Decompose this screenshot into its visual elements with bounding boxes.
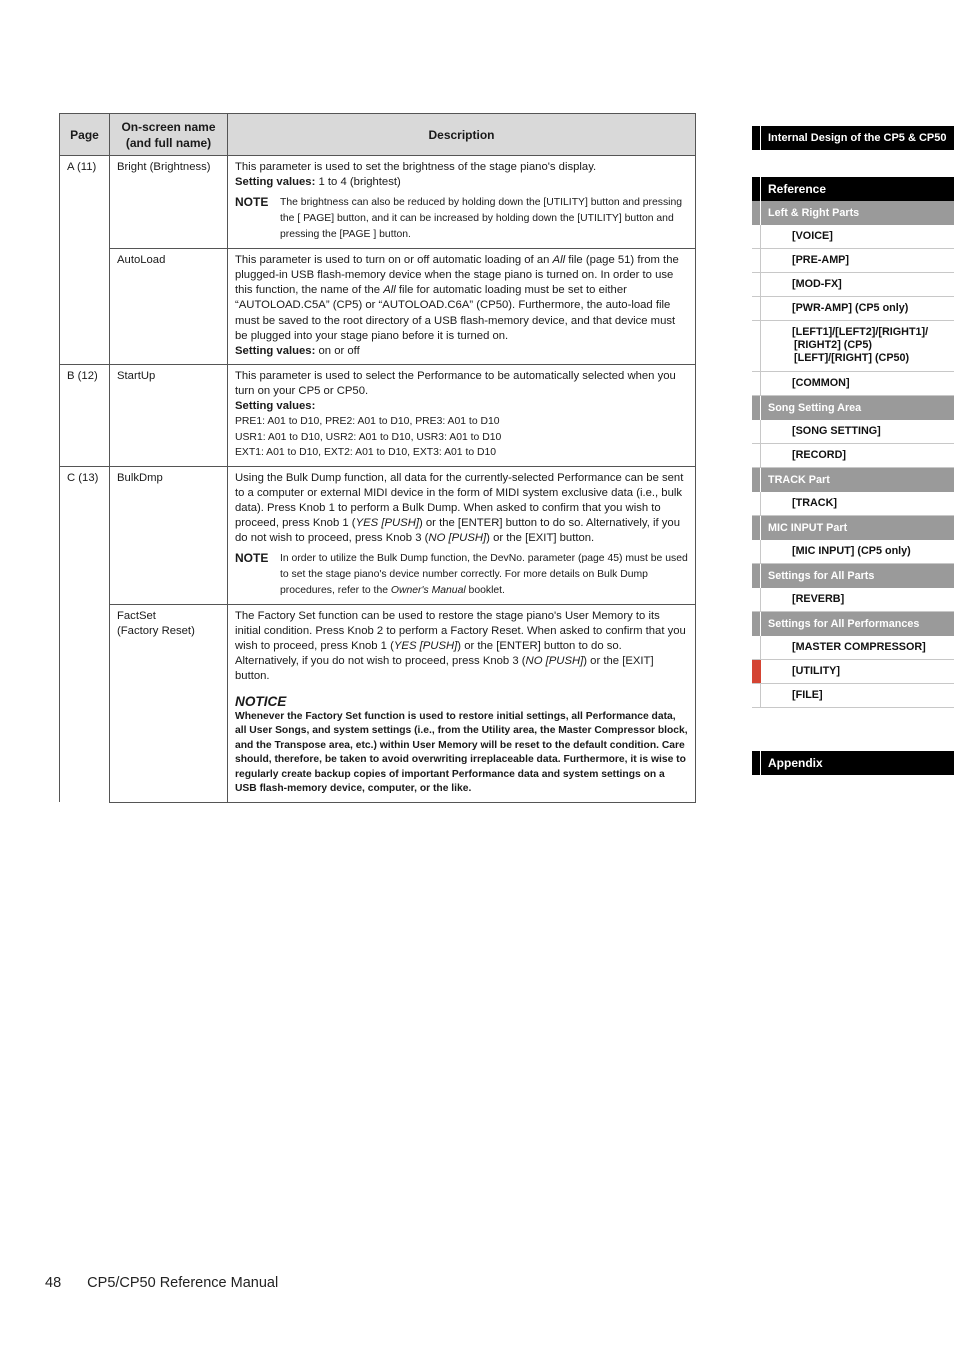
header-name: On-screen name (and full name) (110, 114, 228, 156)
description-text: This parameter is used to turn on or off automatic loading of an All file (page 51) from the plugged-in USB flash-memory device when the stage piano is turned on. In order to use this function, the name of the All file for automatic loading must be set to either “AUTOLOAD.C5A” (CP5) or “AUTOLOAD.C6A” (CP50). Furthermore, the auto-load file must be saved to the root directory of a USB flash-memory device, and that device must be plugged into your stage piano before it is turned on. (235, 254, 679, 342)
nav-item-song-setting[interactable]: [SONG SETTING] (752, 420, 954, 444)
page-cell: C (13) (60, 466, 110, 802)
note-text: In order to utilize the Bulk Dump function, the DevNo. parameter (page 45) must be used to set the stage piano's device number correctly. For more details on Bulk Dump procedures, refer to the Owner's Manual booklet. (280, 553, 688, 597)
description-cell (228, 156, 696, 249)
nav-item-file[interactable]: [FILE] (752, 684, 954, 708)
name-cell: StartUp (110, 364, 228, 466)
nav-mic-input-part[interactable]: MIC INPUT Part (752, 516, 954, 540)
description-cell (228, 605, 696, 803)
nav-item-left-right[interactable]: [LEFT1]/[LEFT2]/[RIGHT1]/ [RIGHT2] (CP5) [LEFT]/[RIGHT] (CP50) (752, 321, 954, 372)
description-cell (228, 466, 696, 604)
page-footer (45, 1275, 278, 1291)
nav-item-reverb[interactable]: [REVERB] (752, 588, 954, 612)
note-text: The brightness can also be reduced by holding down the [UTILITY] button and pressing the [ PAGE] button, and it can be increased by holding down the [UTILITY] button and pressing the [PAGE ] button. (280, 197, 683, 241)
note-label: NOTE (235, 195, 269, 210)
table-row (60, 364, 696, 466)
name-cell: FactSet (Factory Reset) (110, 605, 228, 803)
nav-item-pre-amp[interactable]: [PRE-AMP] (752, 249, 954, 273)
setting-values-line: USR1: A01 to D10, USR2: A01 to D10, USR3: A01 to D10 (235, 431, 502, 443)
note-label: NOTE (235, 551, 269, 566)
nav-song-setting-area[interactable]: Song Setting Area (752, 396, 954, 420)
description-cell (228, 249, 696, 365)
note-block (235, 195, 688, 243)
setting-values-line: EXT1: A01 to D10, EXT2: A01 to D10, EXT3: A01 to D10 (235, 447, 497, 459)
setting-values-line: PRE1: A01 to D10, PRE2: A01 to D10, PRE3: A01 to D10 (235, 416, 500, 428)
description-text: This parameter is used to select the Performance to be automatically selected when you turn on your CP5 or CP50. (235, 369, 676, 397)
name-cell: Bright (Brightness) (110, 156, 228, 249)
nav-item-utility[interactable]: [UTILITY] (752, 660, 954, 684)
nav-item-voice[interactable]: [VOICE] (752, 225, 954, 249)
setting-values-label: Setting values: (235, 344, 316, 357)
page-number: 48 (45, 1275, 62, 1291)
nav-item-record[interactable]: [RECORD] (752, 444, 954, 468)
table-row (60, 249, 696, 365)
nav-internal-design-section (752, 126, 954, 150)
nav-item-mod-fx[interactable]: [MOD-FX] (752, 273, 954, 297)
page-cell: B (12) (60, 364, 110, 466)
notice-title: NOTICE (235, 693, 287, 709)
description-text: Using the Bulk Dump function, all data for the currently-selected Performance can be sent to a computer or external MIDI device in the form of MIDI system exclusive data (i.e., bulk data). Press Knob 1 to perform a Bulk Dump. When asked to confirm that you wish to proceed, press Knob 1 (YES [PUSH]) or the [ENTER] button to do so. Alternatively, if you do not wish to proceed, press Knob 3 (NO [PUSH]) or the [EXIT] button. (235, 471, 684, 544)
table-row (60, 466, 696, 604)
table-row (60, 605, 696, 803)
name-cell: AutoLoad (110, 249, 228, 365)
setting-values-label: Setting values: (235, 400, 316, 413)
nav-item-pwr-amp[interactable]: [PWR-AMP] (CP5 only) (752, 297, 954, 321)
note-block (235, 551, 688, 599)
setting-values-text: on or off (318, 344, 360, 357)
header-description: Description (228, 114, 696, 156)
description-text: The Factory Set function can be used to restore the stage piano's User Memory to its initial condition. Press Knob 2 to perform a Factory Reset. When asked to confirm that you wish to proceed, press Knob 1 (YES [PUSH]) or the [ENTER] button to do so. Alternatively, if you do not wish to proceed, press Knob 3 (NO [PUSH]) or the [EXIT] button. (235, 610, 686, 683)
nav-item-common[interactable]: [COMMON] (752, 372, 954, 396)
table-header-row (60, 114, 696, 156)
nav-settings-all-performances[interactable]: Settings for All Performances (752, 612, 954, 636)
manual-title: CP5/CP50 Reference Manual (87, 1275, 279, 1291)
description-cell (228, 364, 696, 466)
notice-text: Whenever the Factory Set function is used to restore initial settings, all Performance data, all User Songs, and system settings (i.e., from the Utility area, the Master Compressor block, and the Transpose area, etc.) within User Memory will be reset to the default condition. Care should, therefore, be taken to avoid overwriting irreplaceable data. Furthermore, it is wise to regularly create backup copies of important Performance data and system settings on a USB flash-memory device, computer, or the like. (235, 710, 688, 795)
nav-reference-section (752, 177, 954, 708)
table-row (60, 156, 696, 249)
name-cell: BulkDmp (110, 466, 228, 604)
nav-item-mic-input[interactable]: [MIC INPUT] (CP5 only) (752, 540, 954, 564)
page-cell: A (11) (60, 156, 110, 365)
nav-reference[interactable]: Reference (752, 177, 954, 201)
description-text: This parameter is used to set the brightness of the stage piano's display. (235, 161, 597, 173)
nav-appendix[interactable]: Appendix (752, 751, 954, 775)
parameter-table (59, 113, 696, 803)
setting-values-text: 1 to 4 (brightest) (318, 176, 401, 189)
nav-appendix-section (752, 751, 954, 775)
nav-settings-all-parts[interactable]: Settings for All Parts (752, 564, 954, 588)
header-page: Page (60, 114, 110, 156)
nav-internal-design[interactable]: Internal Design of the CP5 & CP50 (752, 126, 954, 150)
nav-track-part[interactable]: TRACK Part (752, 468, 954, 492)
nav-item-master-compressor[interactable]: [MASTER COMPRESSOR] (752, 636, 954, 660)
nav-item-track[interactable]: [TRACK] (752, 492, 954, 516)
setting-values-label: Setting values: (235, 176, 316, 189)
nav-left-right-parts[interactable]: Left & Right Parts (752, 201, 954, 225)
